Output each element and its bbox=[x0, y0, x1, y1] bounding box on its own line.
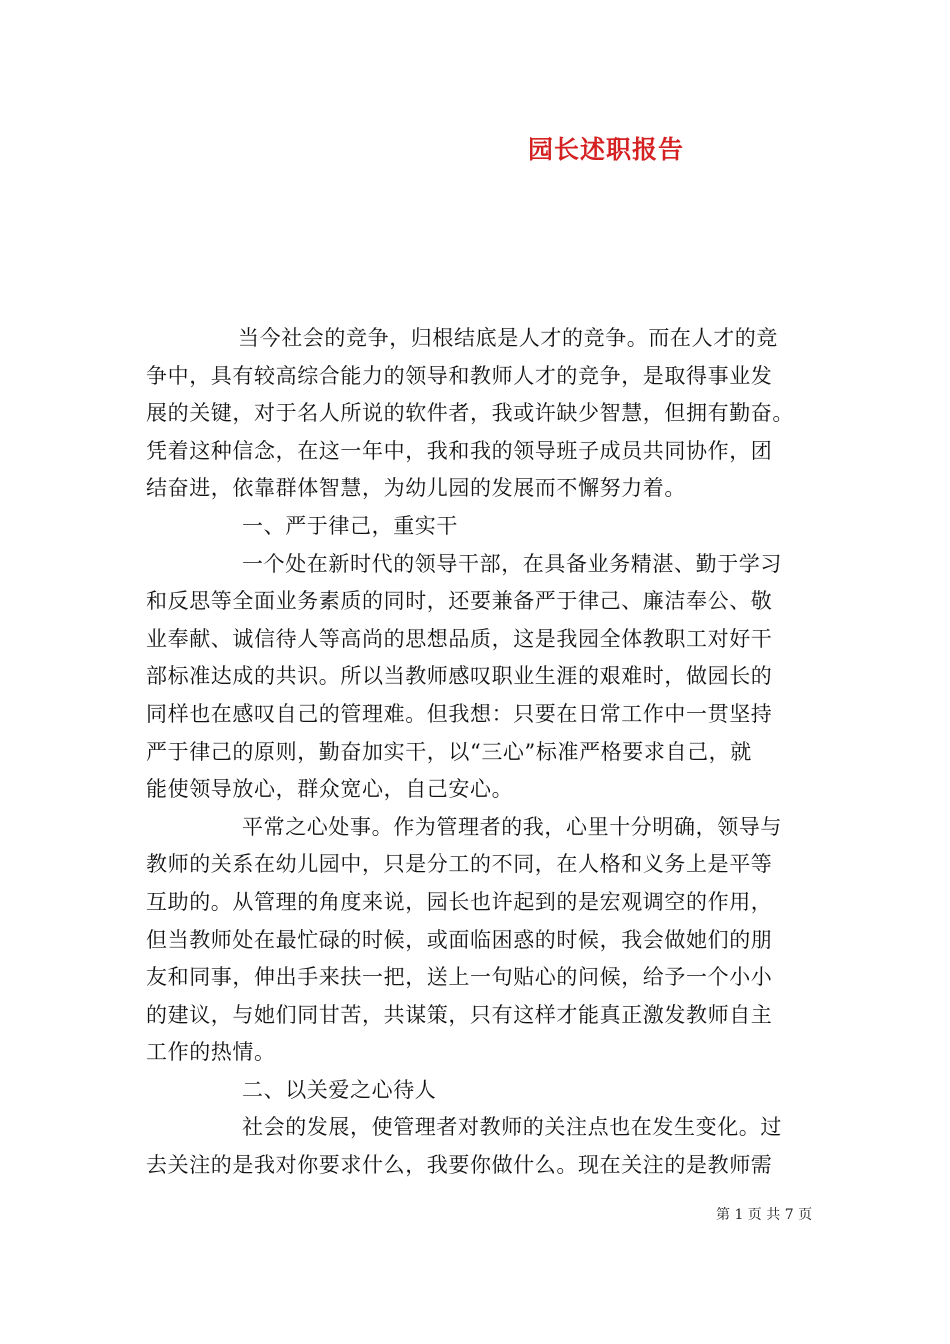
body-line: 同样也在感叹自己的管理难。但我想：只要在日常工作中一贯坚持 bbox=[146, 701, 773, 726]
section-heading: 二、以关爱之心待人 bbox=[242, 1077, 437, 1102]
page-title: 园长述职报告 bbox=[528, 135, 685, 164]
body-line: 工作的热情。 bbox=[146, 1040, 276, 1065]
body-line: 和反思等全面业务素质的同时，还要兼备严于律己、廉洁奉公、敬 bbox=[146, 589, 773, 614]
body-line: 互助的。从管理的角度来说，园长也许起到的是宏观调空的作用， bbox=[146, 889, 773, 914]
body-line: 展的关键，对于名人所说的软件者，我或许缺少智慧，但拥有勤奋。 bbox=[146, 401, 794, 426]
body-line: 一个处在新时代的领导干部，在具备业务精湛、勤于学习 bbox=[242, 551, 782, 576]
body-line: 平常之心处事。作为管理者的我，心里十分明确，领导与 bbox=[242, 814, 782, 839]
body-line: 教师的关系在幼儿园中，只是分工的不同，在人格和义务上是平等 bbox=[146, 852, 773, 877]
body-line: 友和同事，伸出手来扶一把，送上一句贴心的问候，给予一个小小 bbox=[146, 965, 773, 990]
document-body bbox=[146, 320, 806, 1185]
body-line: 但当教师处在最忙碌的时候，或面临困惑的时候，我会做她们的朋 bbox=[146, 927, 773, 952]
body-line: 能使领导放心，群众宽心，自己安心。 bbox=[146, 777, 514, 802]
body-line: 凭着这种信念，在这一年中，我和我的领导班子成员共同协作，团 bbox=[146, 438, 773, 463]
body-line: 结奋进，依靠群体智慧，为幼儿园的发展而不懈努力着。 bbox=[146, 476, 686, 501]
body-line: 的建议，与她们同甘苦，共谋策，只有这样才能真正激发教师自主 bbox=[146, 1002, 773, 1027]
page-number-footer: 第 1 页 共 7 页 bbox=[716, 1207, 813, 1223]
body-line: 部标准达成的共识。所以当教师感叹职业生涯的艰难时，做园长的 bbox=[146, 664, 773, 689]
body-line: 社会的发展，使管理者对教师的关注点也在发生变化。过 bbox=[242, 1115, 782, 1140]
body-line: 争中，具有较高综合能力的领导和教师人才的竞争，是取得事业发 bbox=[146, 363, 773, 388]
body-line: 严于律己的原则，勤奋加实干，以“三心”标准严格要求自己，就 bbox=[146, 739, 752, 764]
section-heading: 一、严于律己，重实干 bbox=[242, 513, 458, 538]
body-line: 业奉献、诚信待人等高尚的思想品质，这是我园全体教职工对好干 bbox=[146, 626, 773, 651]
body-line: 去关注的是我对你要求什么，我要你做什么。现在关注的是教师需 bbox=[146, 1153, 773, 1178]
body-line: 当今社会的竞争，归根结底是人才的竞争。而在人才的竞 bbox=[238, 326, 778, 350]
